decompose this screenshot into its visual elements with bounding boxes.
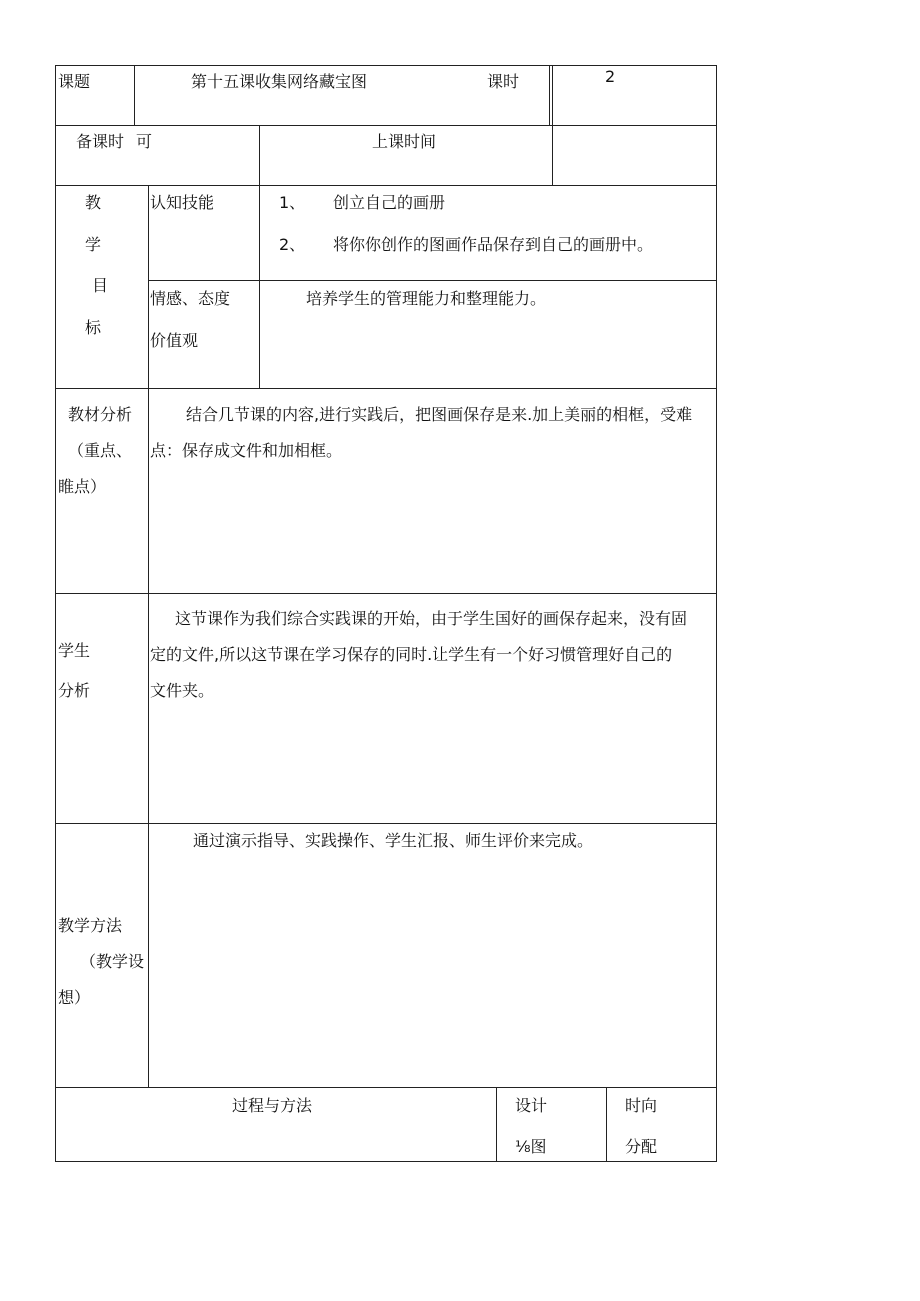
- students-label: 学生: [58, 641, 91, 660]
- objectives-label-char: 学: [85, 235, 102, 254]
- time-allocation-label: 分配: [625, 1137, 658, 1156]
- grid-line: [55, 65, 56, 1162]
- grid-line: [55, 185, 717, 186]
- method-text: 通过演示指导、实践操作、学生汇报、师生评价来完成。: [193, 831, 594, 850]
- grid-line: [716, 65, 717, 1162]
- emotion-label: 情感、态度: [150, 289, 231, 308]
- period-label: 课时: [487, 72, 520, 91]
- grid-line: [148, 280, 717, 281]
- grid-line: [259, 125, 260, 185]
- grid-line: [55, 823, 717, 824]
- skills-item-number: 2、: [279, 235, 306, 254]
- emotion-text: 培养学生的管理能力和整理能力。: [306, 289, 547, 308]
- grid-line: [148, 185, 149, 1087]
- grid-line: [259, 185, 260, 388]
- students-text: 文件夹。: [150, 681, 215, 700]
- material-label: 教材分析: [68, 405, 133, 424]
- grid-line: [606, 1087, 607, 1161]
- class-time-label: 上课时间: [372, 132, 437, 151]
- grid-line: [55, 388, 717, 389]
- prep-time-suffix: 可: [136, 132, 153, 151]
- grid-line: [496, 1087, 497, 1161]
- topic-value: 第十五课收集网络藏宝图: [191, 72, 368, 91]
- skills-item-number: 1、: [279, 193, 306, 212]
- students-text: 定的文件,所以这节课在学习保存的同时.让学生有一个好习惯管理好自己的: [150, 645, 673, 664]
- material-text: 结合几节课的内容,进行实践后，把图画保存是来.加上美丽的相框，受难: [186, 405, 693, 424]
- objectives-label-char: 教: [85, 193, 102, 212]
- design-label: 设计: [515, 1096, 548, 1115]
- material-text: 点：保存成文件和加相框。: [150, 441, 343, 460]
- method-label: 想）: [58, 988, 91, 1007]
- objectives-label-char: 标: [85, 318, 102, 337]
- grid-line: [55, 125, 717, 126]
- skills-label: 认知技能: [150, 193, 215, 212]
- grid-line: [549, 65, 550, 125]
- students-text: 这节课作为我们综合实践课的开始，由于学生国好的画保存起来，没有固: [175, 609, 688, 628]
- objectives-label-char: 目: [92, 276, 109, 295]
- grid-line: [552, 65, 553, 185]
- method-label: （教学设: [80, 952, 145, 971]
- grid-line: [55, 593, 717, 594]
- grid-line: [55, 65, 717, 66]
- grid-line: [134, 65, 135, 125]
- material-label: 睢点）: [58, 477, 107, 496]
- skills-item-text: 创立自己的画册: [333, 193, 446, 212]
- topic-label: 课题: [58, 72, 91, 91]
- period-value: 2: [605, 67, 616, 86]
- design-label: ⅛图: [515, 1137, 547, 1156]
- prep-time-label: 备课时: [76, 132, 125, 151]
- emotion-label: 价值观: [150, 331, 199, 350]
- material-label: （重点、: [68, 441, 133, 460]
- time-allocation-label: 时向: [625, 1096, 658, 1115]
- students-label: 分析: [58, 681, 91, 700]
- process-label: 过程与方法: [232, 1096, 313, 1115]
- skills-item-text: 将你你创作的图画作品保存到自己的画册中。: [333, 235, 654, 254]
- grid-line: [55, 1161, 717, 1162]
- grid-line: [55, 1087, 717, 1088]
- method-label: 教学方法: [58, 916, 123, 935]
